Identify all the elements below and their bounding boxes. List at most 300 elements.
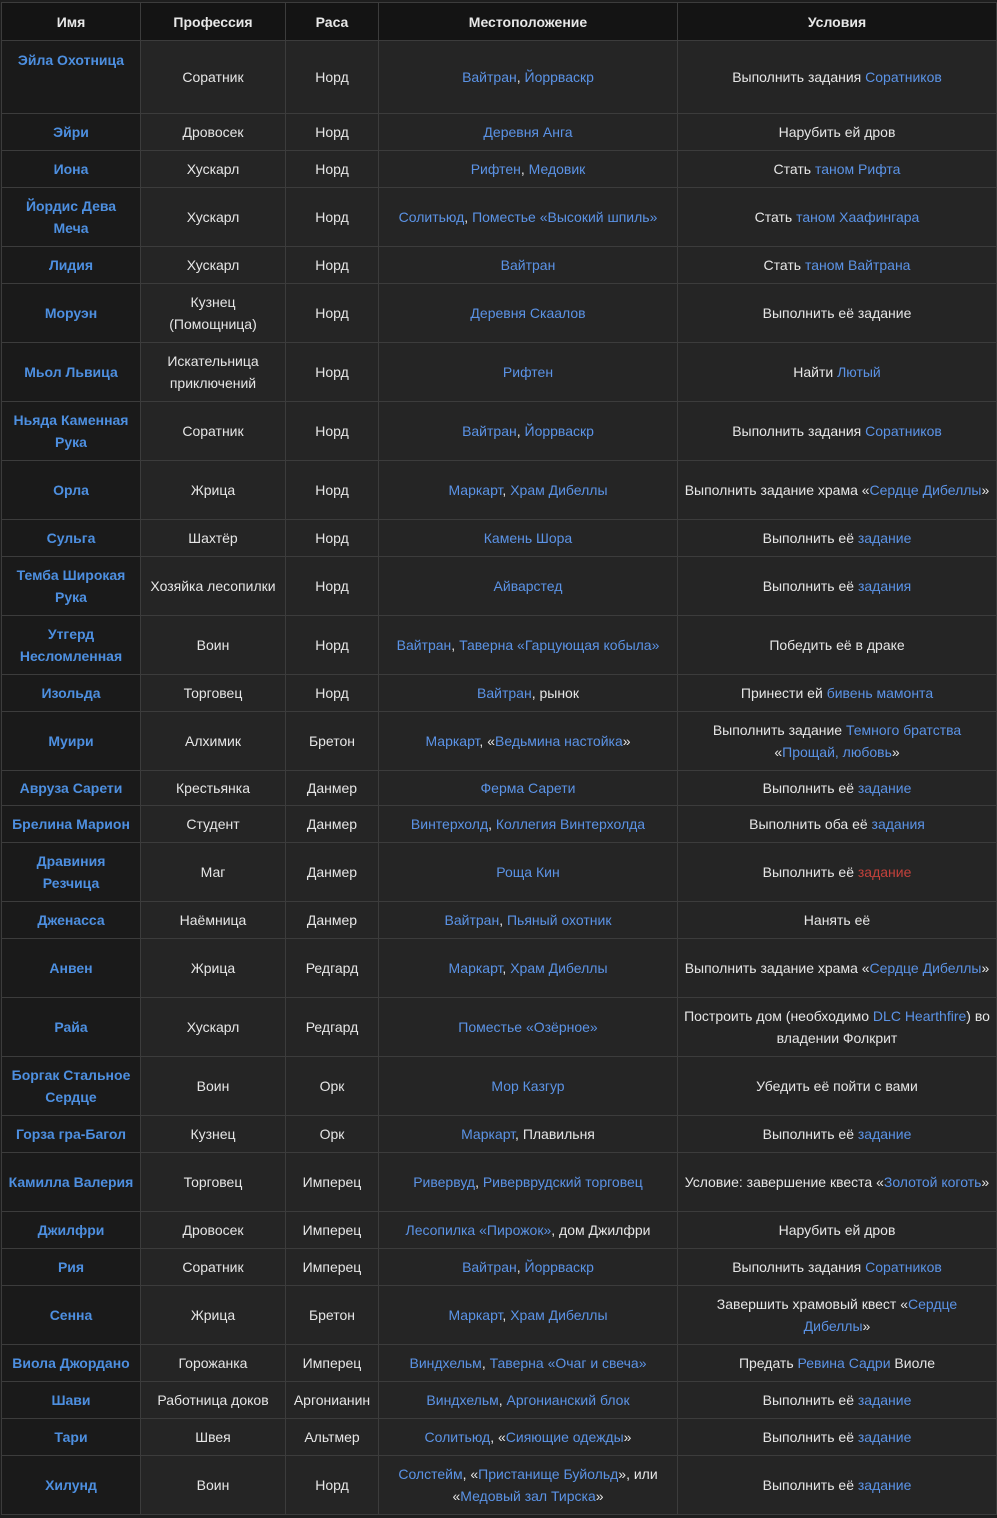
wiki-link[interactable]: таном Вайтрана [804,257,911,273]
table-row [2,41,997,114]
table-row [2,557,997,616]
plain-text: » [891,744,900,760]
conditions-cell [678,1456,997,1515]
location-cell [379,188,678,247]
table-row [2,461,997,520]
conditions-cell [678,247,997,284]
profession-cell: Хускарл [141,998,286,1057]
companion-name-link[interactable]: Дравиния Резчица [2,843,141,902]
header-race[interactable]: Раса [286,3,379,41]
table-row [2,1286,997,1345]
table-row [2,188,997,247]
race-cell: Норд [286,616,379,675]
plain-text: » [981,482,990,498]
wiki-link[interactable]: Рифтен [502,364,554,380]
plain-text: , [481,1355,490,1371]
wiki-link[interactable]: задание [857,780,912,796]
table-row [2,998,997,1057]
wiki-link[interactable]: бивень мамонта [826,685,934,701]
table-row [2,1382,997,1419]
plain-text: », или « [452,1466,658,1504]
table-row [2,151,997,188]
location-cell [379,1345,678,1382]
conditions-cell [678,939,997,998]
wiki-link[interactable]: Маркарт [448,482,503,498]
conditions-cell [678,1249,997,1286]
companion-name-link[interactable]: Моруэн [2,284,141,343]
wiki-link[interactable]: Рифтен [470,161,521,177]
profession-cell: Жрица [141,461,286,520]
location-cell [379,557,678,616]
plain-text: Выполнить задание [712,722,846,738]
conditions-cell [678,675,997,712]
profession-cell: Соратник [141,402,286,461]
wiki-link[interactable]: Вайтран [462,69,517,85]
conditions-cell [678,1382,997,1419]
conditions-cell [678,343,997,402]
profession-cell: Работница доков [141,1382,286,1419]
companion-name-link[interactable]: Ньяда Каменная Рука [2,402,141,461]
wiki-link[interactable]: Вайтран [477,685,532,701]
table-row [2,1456,997,1515]
location-cell [379,939,678,998]
plain-text: , [502,1307,511,1323]
wiki-link[interactable]: таном Рифта [814,161,901,177]
wiki-link[interactable]: DLC Hearthfire [872,1008,967,1024]
wiki-link[interactable]: Виндхельм [409,1355,482,1371]
plain-text: Выполнить её [762,864,858,880]
profession-cell: Маг [141,843,286,902]
companion-name-link[interactable]: Сенна [2,1286,141,1345]
plain-text: Выполнить задания [732,423,866,439]
wiki-link[interactable]: Ферма Сарети [480,780,576,796]
wiki-link[interactable]: Солстейм [398,1466,463,1482]
plain-text: , [516,423,525,439]
wiki-link[interactable]: задание [857,1392,912,1408]
race-cell: Норд [286,1456,379,1515]
wiki-link[interactable]: Таверна «Очаг и свеча» [489,1355,647,1371]
table-row [2,1419,997,1456]
wiki-link[interactable]: Айварстед [493,578,563,594]
plain-text: , [488,816,496,832]
companion-name-link[interactable]: Горза гра-Багол [2,1116,141,1153]
companion-name-link[interactable]: Дженасса [2,902,141,939]
wiki-link[interactable]: задание [857,864,912,880]
companion-name-link[interactable]: Лидия [2,247,141,284]
plain-text: Выполнить оба её [749,816,872,832]
conditions-cell [678,1419,997,1456]
wiki-link[interactable]: Медовик [528,161,586,177]
wiki-link[interactable]: задание [857,530,912,546]
conditions-cell [678,806,997,843]
wiki-link[interactable]: Йоррваскр [524,69,594,85]
table-row [2,771,997,806]
plain-text: Виоле [890,1355,936,1371]
location-cell [379,806,678,843]
race-cell: Данмер [286,902,379,939]
race-cell: Орк [286,1116,379,1153]
conditions-cell [678,151,997,188]
wiki-link[interactable]: Йоррваскр [524,423,594,439]
plain-text: « [774,744,783,760]
plain-text: » [981,1174,990,1190]
wiki-link[interactable]: Сердце Дибеллы [803,1296,958,1334]
wiki-link[interactable]: Ревина Садри [797,1355,891,1371]
wiki-link[interactable]: Маркарт [448,1307,503,1323]
wiki-link[interactable]: Вайтран [444,912,500,928]
conditions-cell [678,520,997,557]
companion-name-link[interactable]: Изольда [2,675,141,712]
wiki-link[interactable]: Деревня Скаалов [470,305,586,321]
profession-cell: Дровосек [141,1212,286,1249]
location-cell [379,520,678,557]
race-cell: Норд [286,188,379,247]
location-cell [379,247,678,284]
profession-cell: Студент [141,806,286,843]
wiki-link[interactable]: Маркарт [448,960,503,976]
race-cell: Норд [286,247,379,284]
companion-name-link[interactable]: Джилфри [2,1212,141,1249]
plain-text: Нарубить ей дров [778,124,896,140]
plain-text: , [499,912,507,928]
profession-cell: Соратник [141,1249,286,1286]
wiki-link[interactable]: Пристанище Буйольд [478,1466,619,1482]
location-cell [379,1212,678,1249]
profession-cell: Воин [141,1057,286,1116]
wiki-link[interactable]: Солитьюд [424,1429,491,1445]
plain-text: Стать [754,209,797,225]
race-cell: Бретон [286,712,379,771]
companion-name-link[interactable]: Тари [2,1419,141,1456]
location-cell [379,902,678,939]
wiki-link[interactable]: Медовый зал Тирска [460,1488,596,1504]
race-cell: Аргонианин [286,1382,379,1419]
plain-text: Выполнить её [762,1126,858,1142]
profession-cell: Хускарл [141,188,286,247]
companion-name-link[interactable]: Виола Джордано [2,1345,141,1382]
conditions-cell [678,557,997,616]
plain-text: , [464,209,473,225]
plain-text: Нарубить ей дров [778,1222,896,1238]
plain-text: Выполнить её [762,1392,858,1408]
location-cell [379,402,678,461]
conditions-cell [678,1153,997,1212]
wiki-link[interactable]: задание [857,1477,912,1493]
plain-text: , дом Джилфри [551,1222,651,1238]
plain-text: , [475,1174,483,1190]
profession-cell: Соратник [141,41,286,114]
conditions-cell [678,1345,997,1382]
table-row [2,712,997,771]
profession-cell: Воин [141,616,286,675]
race-cell: Норд [286,675,379,712]
race-cell: Имперец [286,1153,379,1212]
conditions-cell [678,188,997,247]
companion-name-link[interactable]: Муири [2,712,141,771]
plain-text: Стать [773,161,815,177]
profession-cell: Хускарл [141,247,286,284]
companion-name-link[interactable]: Хилунд [2,1456,141,1515]
location-cell [379,1286,678,1345]
profession-cell: Кузнец (Помощница) [141,284,286,343]
wiki-link[interactable]: Аргонианский блок [506,1392,630,1408]
wiki-link[interactable]: Поместье «Озёрное» [458,1019,598,1035]
table-body [2,41,997,1515]
wiki-link[interactable]: Вайтран [396,637,452,653]
race-cell: Бретон [286,1286,379,1345]
location-cell [379,151,678,188]
companion-name-link[interactable]: Эйри [2,114,141,151]
plain-text: Выполнить её [762,578,858,594]
race-cell: Имперец [286,1345,379,1382]
plain-text: , [516,1259,525,1275]
location-cell [379,1057,678,1116]
table-row [2,402,997,461]
header-name[interactable]: Имя [2,3,141,41]
plain-text: Предать [738,1355,798,1371]
wiki-link[interactable]: Сердце Дибеллы [869,482,982,498]
companion-name-link[interactable]: Сульга [2,520,141,557]
conditions-cell [678,1116,997,1153]
table-row [2,284,997,343]
table-row [2,1212,997,1249]
location-cell [379,343,678,402]
companion-name-link[interactable]: Орла [2,461,141,520]
companion-name-link[interactable]: Боргак Стальное Сердце [2,1057,141,1116]
table-row [2,1057,997,1116]
location-cell [379,616,678,675]
wiki-link[interactable]: Виндхельм [426,1392,499,1408]
table-row [2,343,997,402]
conditions-cell [678,712,997,771]
companion-name-link[interactable]: Йордис Дева Меча [2,188,141,247]
wiki-link[interactable]: Храм Дибеллы [510,482,608,498]
plain-text: ) во владении Фолкрит [776,1008,990,1046]
plain-text: Выполнить задания [732,69,866,85]
location-cell [379,114,678,151]
plain-text: » [595,1488,604,1504]
race-cell: Норд [286,114,379,151]
wiki-link[interactable]: Соратников [865,1259,942,1275]
table-row [2,1345,997,1382]
companion-name-link[interactable]: Брелина Марион [2,806,141,843]
plain-text: » [623,1429,632,1445]
wiki-link[interactable]: Темного братства [845,722,962,738]
conditions-cell [678,616,997,675]
table-row [2,1153,997,1212]
plain-text: , « [462,1466,479,1482]
wiki-link[interactable]: Риверврудский торговец [482,1174,643,1190]
conditions-cell [678,843,997,902]
table-row [2,616,997,675]
profession-cell: Алхимик [141,712,286,771]
plain-text: , [502,482,511,498]
companion-name-link[interactable]: Райа [2,998,141,1057]
race-cell: Норд [286,520,379,557]
wiki-link[interactable]: Лесопилка «Пирожок» [405,1222,552,1238]
wiki-link[interactable]: Ривервуд [413,1174,476,1190]
wiki-link[interactable]: таном Хаафингара [796,209,920,225]
plain-text: Выполнить её задание [762,305,912,321]
header-location[interactable]: Местоположение [379,3,678,41]
wiki-link[interactable]: Йоррваскр [524,1259,594,1275]
conditions-cell [678,402,997,461]
profession-cell: Торговец [141,1153,286,1212]
wiki-link[interactable]: Соратников [865,69,942,85]
header-profession[interactable]: Профессия [141,3,286,41]
race-cell: Данмер [286,771,379,806]
wiki-link[interactable]: Лютый [837,364,881,380]
companion-name-link[interactable]: Эйла Охотница [2,41,141,114]
plain-text: , [498,1392,507,1408]
conditions-cell [678,114,997,151]
race-cell: Норд [286,343,379,402]
race-cell: Норд [286,284,379,343]
wiki-link[interactable]: Поместье «Высокий шпиль» [472,209,658,225]
location-cell [379,1456,678,1515]
race-cell: Альтмер [286,1419,379,1456]
race-cell: Орк [286,1057,379,1116]
wiki-link[interactable]: Деревня Анга [483,124,573,140]
wiki-link[interactable]: Роща Кин [496,864,560,880]
wiki-link[interactable]: Камень Шора [483,530,573,546]
profession-cell: Искательница приключений [141,343,286,402]
location-cell [379,771,678,806]
profession-cell: Дровосек [141,114,286,151]
race-cell: Имперец [286,1212,379,1249]
companion-name-link[interactable]: Шави [2,1382,141,1419]
plain-text: Принести ей [740,685,827,701]
table-row [2,843,997,902]
location-cell [379,1419,678,1456]
wiki-link[interactable]: Соратников [865,423,942,439]
wiki-link[interactable]: Мор Казгур [491,1078,565,1094]
companion-name-link[interactable]: Авруза Сарети [2,771,141,806]
plain-text: , « [490,1429,506,1445]
wiki-link[interactable]: задание [857,1126,912,1142]
conditions-cell [678,284,997,343]
wiki-link[interactable]: Ведьмина настойка [495,733,623,749]
table-row [2,1116,997,1153]
plain-text: , рынок [531,685,579,701]
companion-name-link[interactable]: Утгерд Несломленная [2,616,141,675]
wiki-link[interactable]: задания [857,578,912,594]
race-cell: Имперец [286,1249,379,1286]
wiki-link[interactable]: Вайтран [462,1259,517,1275]
location-cell [379,41,678,114]
plain-text: Победить её в драке [769,637,905,653]
location-cell [379,284,678,343]
wiki-link[interactable]: задание [857,1429,912,1445]
plain-text: , Плавильня [515,1126,595,1142]
profession-cell: Горожанка [141,1345,286,1382]
header-conditions[interactable]: Условия [678,3,997,41]
companion-name-link[interactable]: Мьол Львица [2,343,141,402]
location-cell [379,998,678,1057]
wiki-link[interactable]: Винтерхолд [410,816,489,832]
plain-text: Выполнить её [762,1477,858,1493]
race-cell: Норд [286,461,379,520]
wiki-link[interactable]: Золотой коготь [883,1174,982,1190]
wiki-link[interactable]: Вайтран [500,257,556,273]
plain-text: , [451,637,460,653]
plain-text: Стать [763,257,805,273]
profession-cell: Кузнец [141,1116,286,1153]
location-cell [379,461,678,520]
wiki-link[interactable]: Коллегия Винтерхолда [495,816,646,832]
plain-text: » [981,960,990,976]
wiki-link[interactable]: Маркарт [461,1126,516,1142]
plain-text: Найти [793,364,838,380]
profession-cell: Крестьянка [141,771,286,806]
profession-cell: Шахтёр [141,520,286,557]
race-cell: Данмер [286,806,379,843]
plain-text: , [520,161,529,177]
companion-name-link[interactable]: Рия [2,1249,141,1286]
plain-text: Завершить храмовый квест « [716,1296,909,1312]
plain-text: Выполнить задание храма « [684,482,870,498]
conditions-cell [678,902,997,939]
wiki-link[interactable]: Пьяный охотник [506,912,612,928]
wiki-link[interactable]: Солитьюд [398,209,465,225]
race-cell: Норд [286,151,379,188]
plain-text: Нанять её [803,912,871,928]
race-cell: Норд [286,41,379,114]
companion-name-link[interactable]: Анвен [2,939,141,998]
wiki-link[interactable]: Таверна «Гарцующая кобыла» [459,637,660,653]
companion-name-link[interactable]: Темба Широкая Рука [2,557,141,616]
profession-cell: Воин [141,1456,286,1515]
wiki-link[interactable]: Храм Дибеллы [510,1307,608,1323]
location-cell [379,712,678,771]
profession-cell: Наёмница [141,902,286,939]
conditions-cell [678,1286,997,1345]
plain-text: , [502,960,511,976]
wiki-link[interactable]: Вайтран [462,423,517,439]
wiki-link[interactable]: Храм Дибеллы [510,960,608,976]
race-cell: Редгард [286,998,379,1057]
conditions-cell [678,461,997,520]
companion-name-link[interactable]: Камилла Валерия [2,1153,141,1212]
table-row [2,1249,997,1286]
plain-text: Выполнить её [762,780,858,796]
wiki-link[interactable]: Сердце Дибеллы [869,960,982,976]
plain-text: Построить дом (необходимо [684,1008,873,1024]
companion-name-link[interactable]: Иона [2,151,141,188]
race-cell: Редгард [286,939,379,998]
location-cell [379,843,678,902]
plain-text: , « [479,733,495,749]
table-row [2,520,997,557]
header-row [2,3,997,41]
profession-cell: Швея [141,1419,286,1456]
race-cell: Норд [286,402,379,461]
plain-text: » [862,1318,871,1334]
plain-text: Выполнить её [762,1429,858,1445]
location-cell [379,1382,678,1419]
wiki-link[interactable]: задания [871,816,925,832]
plain-text: Условие: завершение квеста « [684,1174,884,1190]
plain-text: , [516,69,525,85]
wiki-link[interactable]: Сияющие одежды [505,1429,624,1445]
table-row [2,675,997,712]
wiki-link[interactable]: Прощай, любовь [782,744,892,760]
plain-text: Выполнить задание храма « [684,960,870,976]
companions-table [1,2,997,1515]
wiki-link[interactable]: Маркарт [425,733,480,749]
plain-text: » [622,733,631,749]
conditions-cell [678,1057,997,1116]
